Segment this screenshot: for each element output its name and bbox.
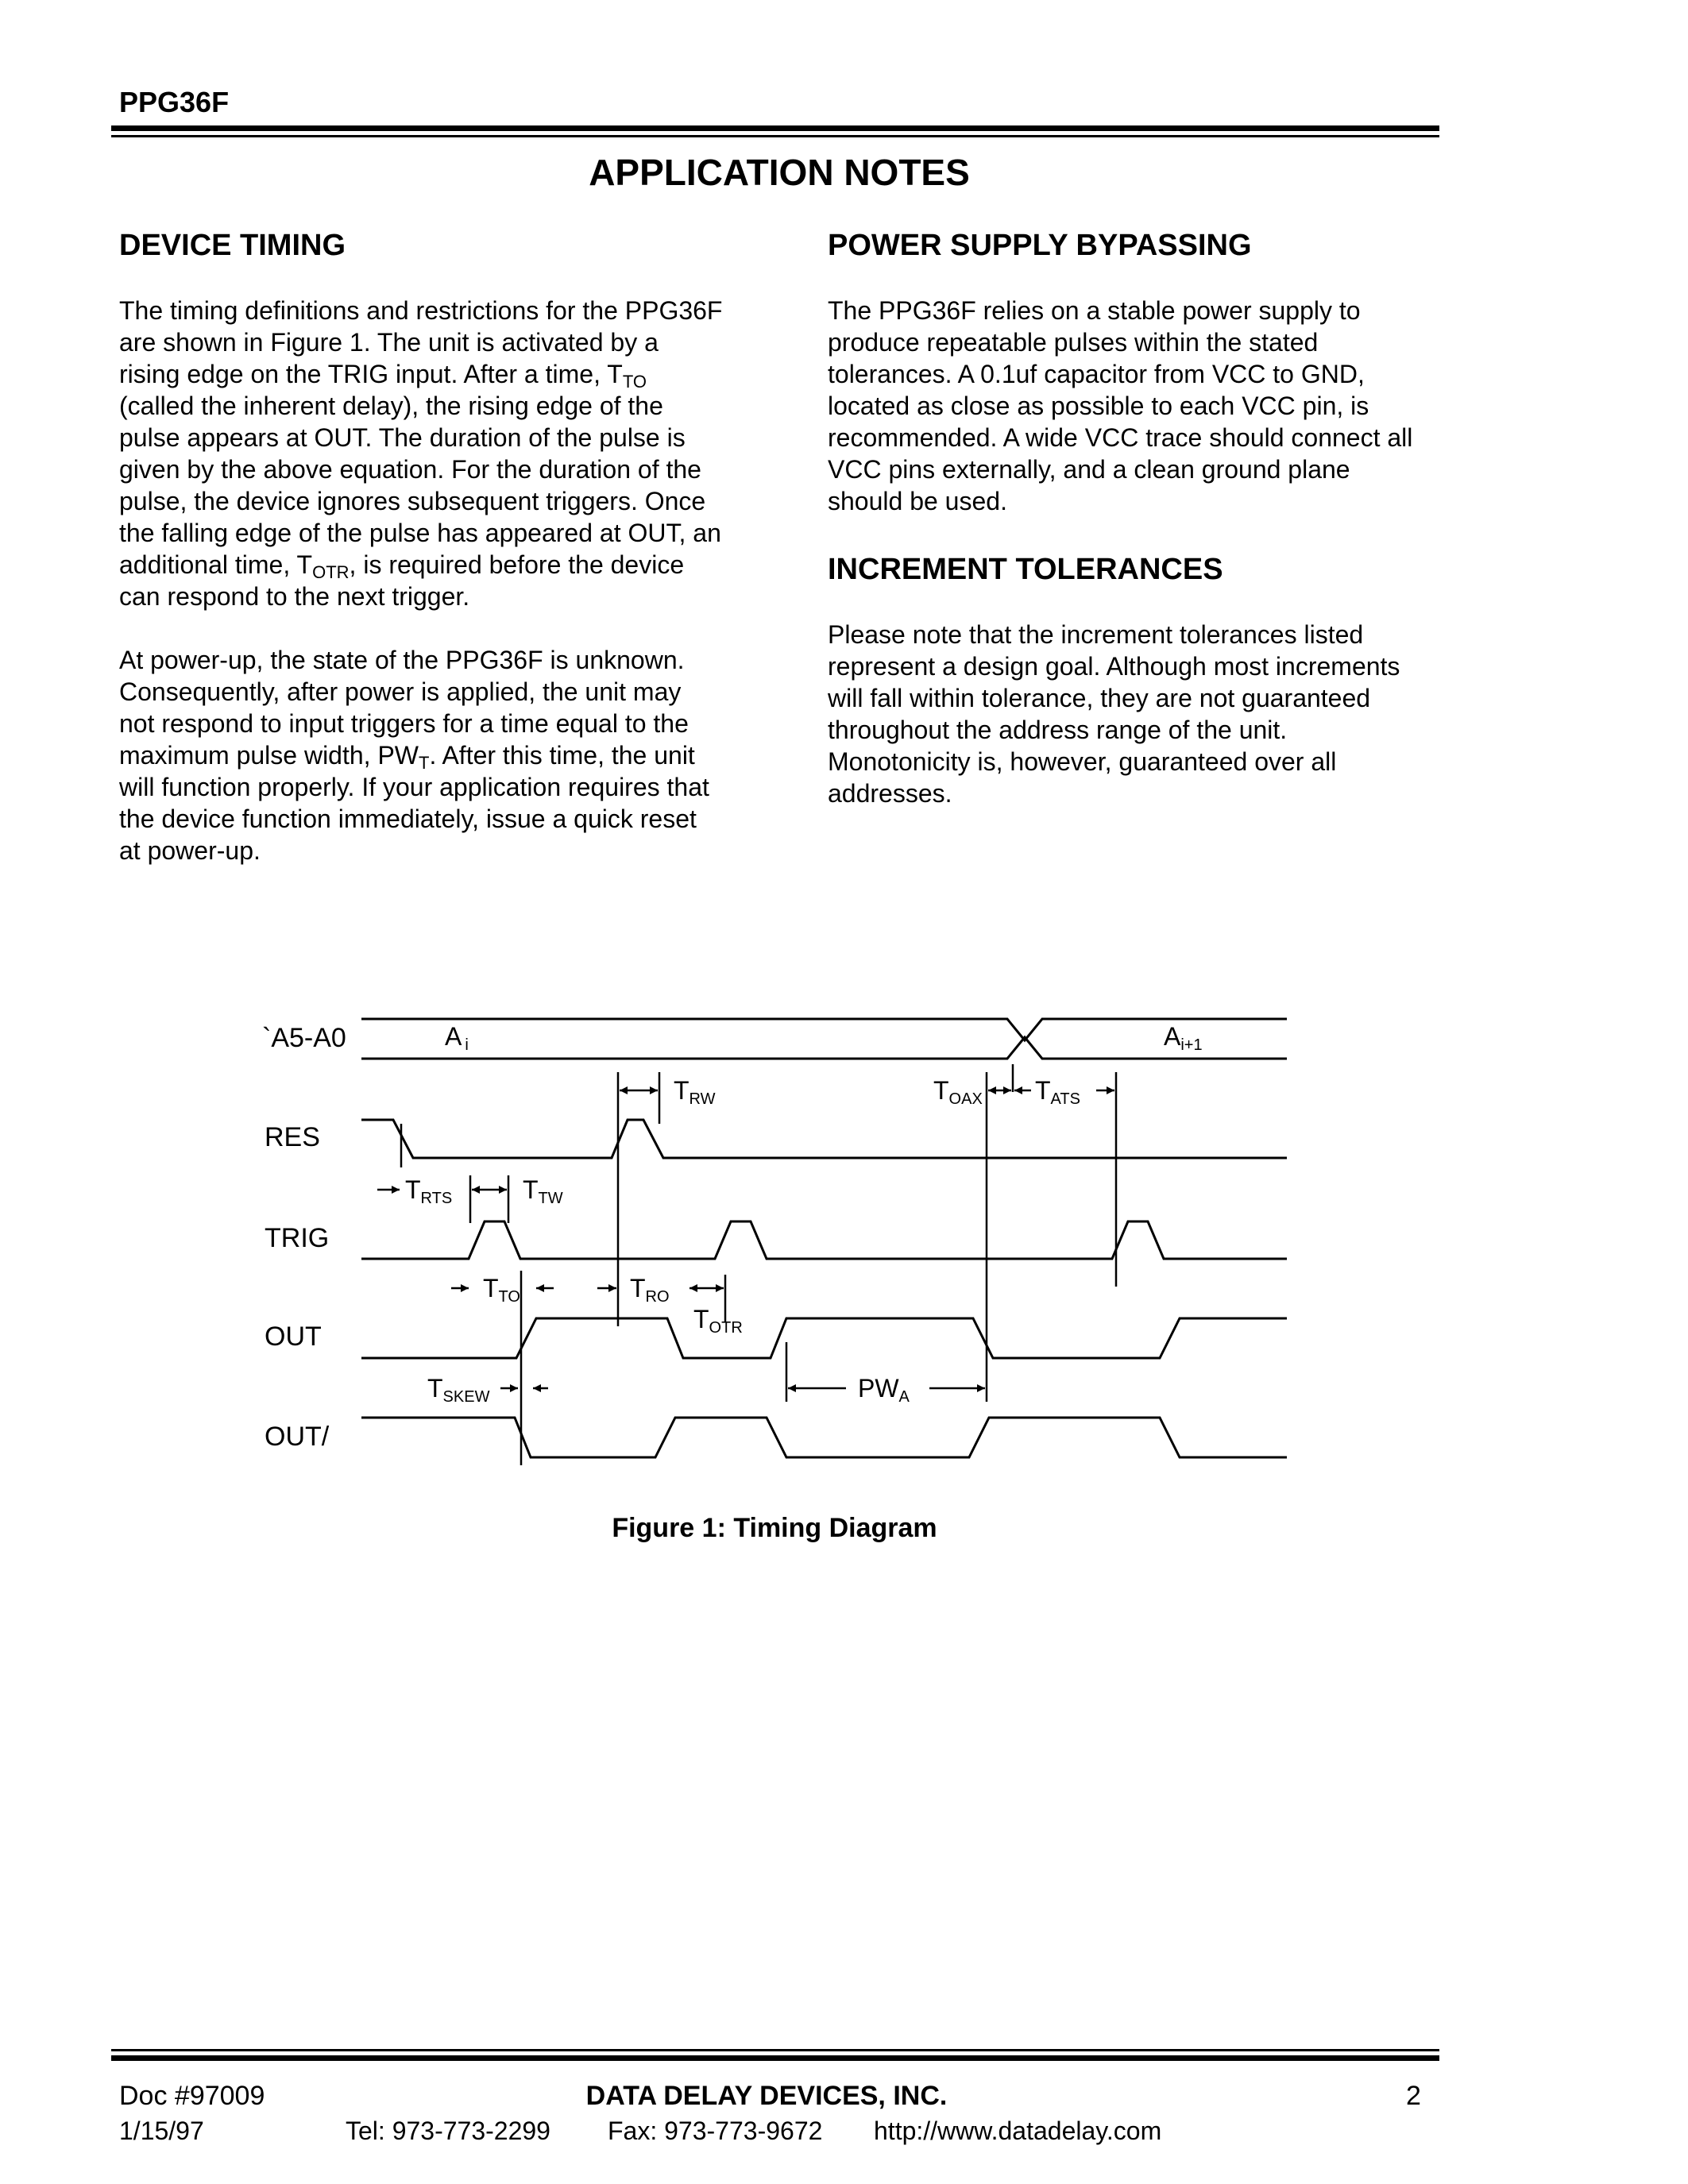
device-timing-paragraph-2: At power-up, the state of the PPG36F is unknown. Consequently, after power is applied, the unit may not respond to input triggers for a time equal to the maximum pulse width, $PW_T$. After this time, the unit will function properly. If your application requires that the device function immediately, issue a quick reset at power-up. xyxy=(119,646,709,865)
label-t-ats: TATS xyxy=(1035,1076,1080,1108)
footer-company: DATA DELAY DEVICES, INC. xyxy=(585,2081,948,2111)
address-label-ai1: Ai+1 xyxy=(1164,1022,1203,1054)
footer-fax: Fax: 973-773-9672 xyxy=(608,2116,823,2145)
power-supply-paragraph: The PPG36F relies on a stable power supply to produce repeatable pulses within the stated tolerances. A 0.1uf capacitor from VCC to GND, located as close as possible to each VCC pin, is recommended. A wide VCC trace should connect all VCC pins externally, and a clean ground plane should be used. xyxy=(828,296,1413,515)
label-t-to: TTO xyxy=(483,1274,520,1306)
signal-label-trig: TRIG xyxy=(265,1223,330,1253)
page-title: APPLICATION NOTES xyxy=(589,152,970,193)
timing-reference-lines xyxy=(401,1064,1116,1465)
label-t-rw: TRW xyxy=(674,1076,716,1108)
trig-waveform xyxy=(361,1221,1287,1259)
increment-tolerances-paragraph: Please note that the increment tolerances listed represent a design goal. Although most increments will fall within tolerance, they are not guaranteed throughout the address range of the unit. Monotonicity is, however, guaranteed over all addresses. xyxy=(828,620,1400,808)
label-t-skew: TSKEW xyxy=(427,1374,490,1406)
label-t-rts: TRTS xyxy=(405,1175,453,1207)
footer-page-number: 2 xyxy=(1406,2081,1421,2111)
out-bar-waveform xyxy=(361,1418,1287,1457)
signal-label-out: OUT xyxy=(265,1322,322,1352)
footer-tel: Tel: 973-773-2299 xyxy=(346,2116,550,2145)
label-t-tw: TTW xyxy=(523,1175,563,1207)
figure-caption: Figure 1: Timing Diagram xyxy=(612,1513,937,1543)
footer-rule-thin xyxy=(111,2049,1439,2051)
label-t-oax: TOAX xyxy=(933,1076,983,1108)
signal-label-address: `A5-A0 xyxy=(262,1023,346,1053)
footer-url-link[interactable]: http://www.datadelay.com xyxy=(874,2116,1162,2145)
signal-label-out-bar: OUT/ xyxy=(265,1422,330,1452)
device-timing-paragraph-1: The timing definitions and restrictions for the PPG36F are shown in Figure 1. The unit is activated by a rising edge on the TRIG input. After a time, $T_{TO}$ (called the inherent delay), the rising edge of the pulse appears at OUT. The duration of the pulse is given by the above equation. For the duration of the pulse, the device ignores subsequent triggers. Once the falling edge of the pulse has appeared at OUT, an additional time, $T_{OTR}$, is required before the device can respond to the next trigger. xyxy=(119,296,723,611)
document-header-title: PPG36F xyxy=(119,86,230,118)
label-t-otr: TOTR xyxy=(693,1305,743,1337)
footer-rule-thick xyxy=(111,2055,1439,2061)
label-t-ro: TRO xyxy=(630,1274,670,1306)
power-supply-heading: POWER SUPPLY BYPASSING xyxy=(828,229,1252,262)
res-waveform xyxy=(361,1120,1287,1158)
address-bus-waveform xyxy=(361,1019,1287,1059)
label-pw-a: PWA xyxy=(858,1374,910,1406)
footer-date: 1/15/97 xyxy=(119,2116,204,2145)
signal-label-res: RES xyxy=(265,1122,320,1152)
out-waveform xyxy=(361,1318,1287,1358)
timing-arrows xyxy=(377,1090,1114,1388)
footer-doc-number: Doc #97009 xyxy=(119,2081,265,2111)
increment-tolerances-heading: INCREMENT TOLERANCES xyxy=(828,553,1223,586)
address-label-ai: Ai xyxy=(445,1022,469,1054)
device-timing-heading: DEVICE TIMING xyxy=(119,229,346,262)
